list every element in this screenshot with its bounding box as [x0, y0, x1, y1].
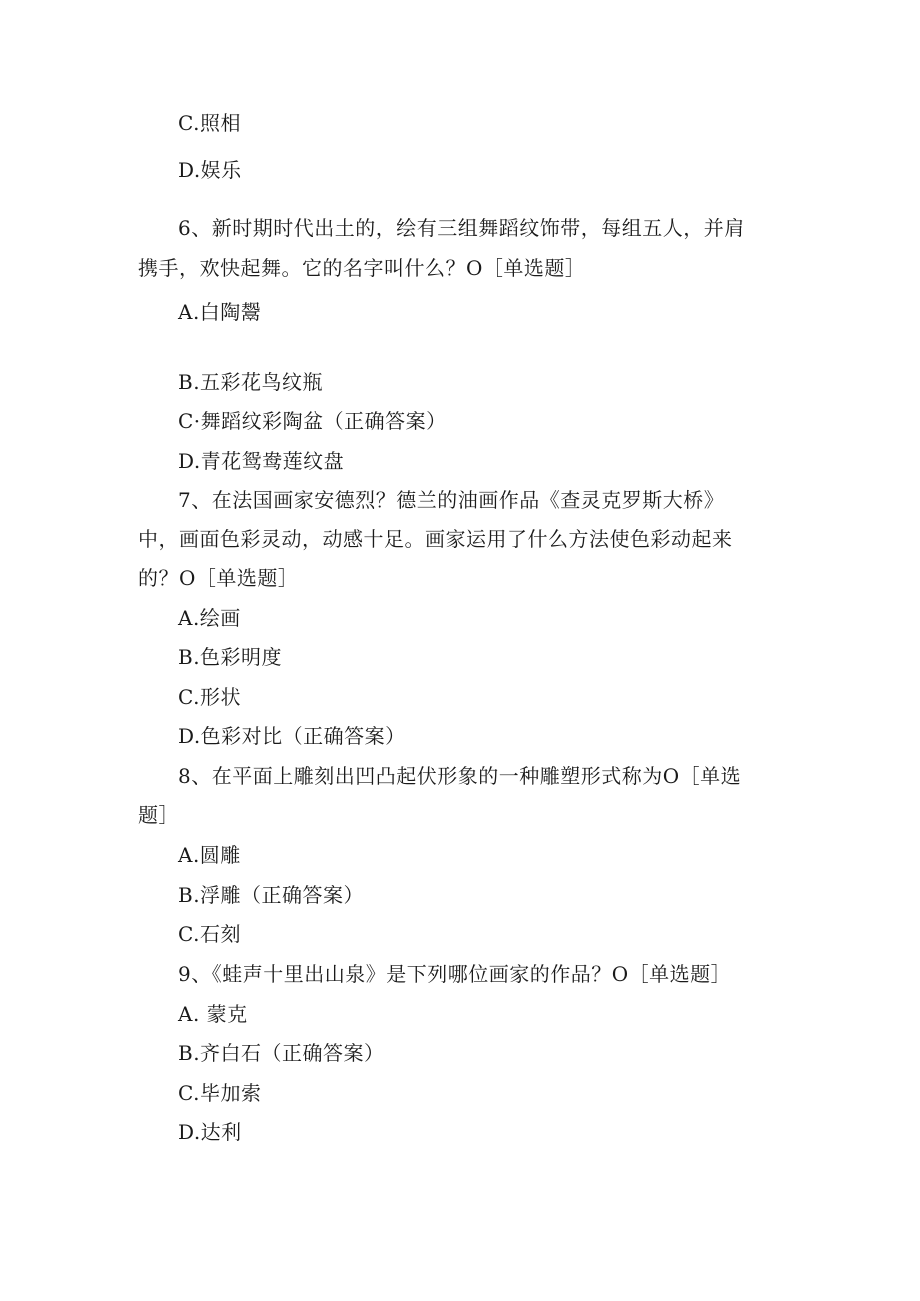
option-c-q7: C.形状: [178, 685, 241, 709]
option-b-q6: B.五彩花鸟纹瓶: [178, 370, 324, 394]
option-a-q6: A.白陶鬶: [178, 300, 262, 324]
option-c-q8: C.石刻: [178, 922, 241, 946]
question-8-line-2: 题］: [138, 803, 179, 827]
question-7-line-1: 7、在法国画家安德烈？德兰的油画作品《查灵克罗斯大桥》: [178, 488, 725, 512]
option-c-q9: C.毕加索: [178, 1081, 262, 1105]
question-6-line-1: 6、新时期时代出土的，绘有三组舞蹈纹饰带，每组五人，并肩: [178, 216, 745, 240]
option-c-q6: C·舞蹈纹彩陶盆（正确答案）: [178, 409, 447, 433]
option-a-q7: A.绘画: [178, 606, 241, 630]
option-a-q9: A. 蒙克: [178, 1002, 248, 1026]
question-7-line-2: 中，画面色彩灵动，动感十足。画家运用了什么方法使色彩动起来: [138, 527, 733, 551]
option-b-q8: B.浮雕（正确答案）: [178, 883, 365, 907]
option-a-q8: A.圆雕: [178, 843, 241, 867]
question-7-line-3: 的？O［单选题］: [138, 566, 299, 590]
question-6-line-2: 携手，欢快起舞。它的名字叫什么？O［单选题］: [138, 256, 586, 280]
option-d-q5: D.娱乐: [178, 158, 242, 182]
option-d-q6: D.青花鸳鸯莲纹盘: [178, 449, 345, 473]
option-d-q7: D.色彩对比（正确答案）: [178, 724, 406, 748]
option-d-q9: D.达利: [178, 1120, 242, 1144]
question-8-line-1: 8、在平面上雕刻出凹凸起伏形象的一种雕塑形式称为O［单选: [178, 764, 742, 788]
option-b-q7: B.色彩明度: [178, 645, 283, 669]
question-9-line-1: 9、《蛙声十里出山泉》是下列哪位画家的作品？O［单选题］: [178, 962, 732, 986]
option-b-q9: B.齐白石（正确答案）: [178, 1041, 385, 1065]
option-c-q5: C.照相: [178, 111, 241, 135]
